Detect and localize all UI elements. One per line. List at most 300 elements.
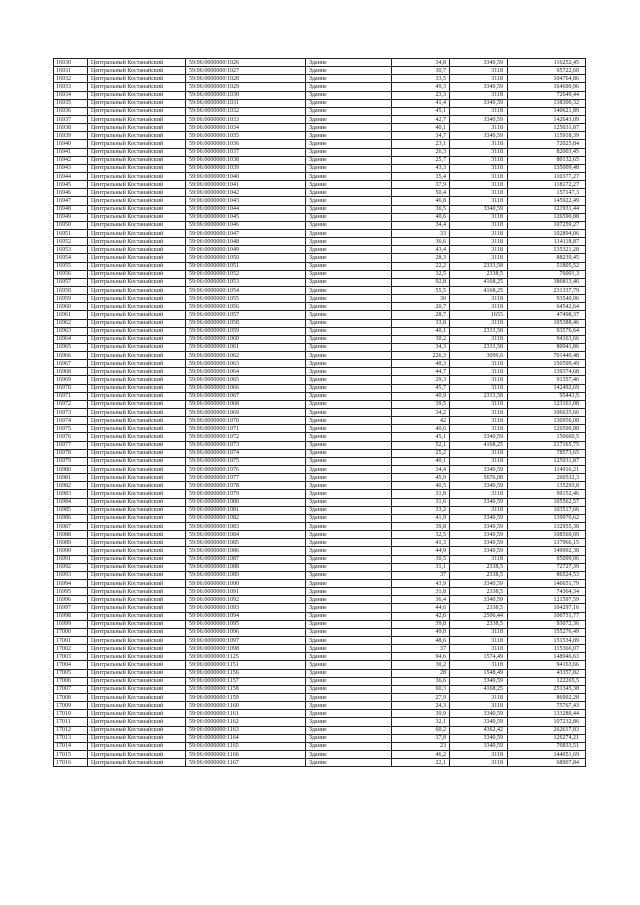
area-cell: 34,3 [392,343,450,351]
row-number-cell: 16968 [54,368,88,376]
district-cell: Центральный Костанайский [88,588,186,596]
area-cell: 40,6 [392,213,450,221]
row-number-cell: 16988 [54,531,88,539]
cadastral-value-cell: 95099,06 [508,555,586,563]
table-row [54,213,586,221]
cadastral-number-cell: 59:06:0000000:1047 [186,229,306,237]
object-type-cell: Здание [306,303,392,311]
area-cell: 20,7 [392,303,450,311]
district-cell: Центральный Костанайский [88,628,186,636]
table-row [54,645,586,653]
table-row [54,400,586,408]
object-type-cell: Здание [306,172,392,180]
district-cell: Центральный Костанайский [88,466,186,474]
district-cell: Центральный Костанайский [88,539,186,547]
cadastral-number-cell: 59:06:0000000:1077 [186,474,306,482]
table-row [54,693,586,701]
district-cell: Центральный Костанайский [88,319,186,327]
row-number-cell: 16970 [54,384,88,392]
rate-cell: 3340,59 [450,580,508,588]
cadastral-value-cell: 125031,87 [508,457,586,465]
district-cell: Центральный Костанайский [88,124,186,132]
district-cell: Центральный Костанайский [88,702,186,710]
area-cell: 60,2 [392,726,450,734]
rate-cell: 4168,25 [450,286,508,294]
table-row [54,506,586,514]
district-cell: Центральный Костанайский [88,67,186,75]
district-cell: Центральный Костанайский [88,580,186,588]
district-cell: Центральный Костанайский [88,327,186,335]
object-type-cell: Здание [306,580,392,588]
district-cell: Центральный Костанайский [88,140,186,148]
cadastral-number-cell: 59:06:0000000:1057 [186,311,306,319]
object-type-cell: Здание [306,596,392,604]
row-number-cell: 16965 [54,343,88,351]
table-row [54,514,586,522]
cadastral-value-cell: 251345,38 [508,685,586,693]
area-cell: 34,4 [392,221,450,229]
cadastral-number-cell: 59:06:0000000:1053 [186,278,306,286]
cadastral-number-cell: 59:06:0000000:1079 [186,490,306,498]
area-cell: 37 [392,571,450,579]
district-cell: Центральный Костанайский [88,425,186,433]
area-cell: 60,3 [392,685,450,693]
area-cell: 30,7 [392,67,450,75]
table-row [54,246,586,254]
cadastral-number-cell: 59:06:0000000:1072 [186,433,306,441]
cadastral-value-cell: 157147,3 [508,189,586,197]
table-row [54,742,586,750]
cadastral-value-cell: 64542,64 [508,303,586,311]
object-type-cell: Здание [306,360,392,368]
rate-cell: 3340,59 [450,718,508,726]
district-cell: Центральный Костанайский [88,181,186,189]
district-cell: Центральный Костанайский [88,295,186,303]
area-cell: 32,5 [392,531,450,539]
area-cell: 22,2 [392,262,450,270]
rate-cell: 3118 [450,189,508,197]
table-row [54,376,586,384]
cadastral-number-cell: 59:06:0000000:1098 [186,645,306,653]
rate-cell: 3118 [450,181,508,189]
object-type-cell: Здание [306,571,392,579]
table-row [54,612,586,620]
cadastral-value-cell: 122265,5 [508,677,586,685]
table-row [54,295,586,303]
rate-cell: 3118 [450,449,508,457]
object-type-cell: Здание [306,156,392,164]
table-row [54,75,586,83]
row-number-cell: 17005 [54,669,88,677]
area-cell: 33 [392,229,450,237]
row-number-cell: 17016 [54,759,88,767]
row-number-cell: 16991 [54,555,88,563]
district-cell: Центральный Костанайский [88,352,186,360]
rate-cell: 3118 [450,457,508,465]
object-type-cell: Здание [306,376,392,384]
cadastral-number-cell: 59:06:0000000:1028 [186,75,306,83]
cadastral-number-cell: 59:06:0000000:1063 [186,360,306,368]
cadastral-number-cell: 59:06:0000000:1158 [186,685,306,693]
area-cell: 37 [392,645,450,653]
cadastral-number-cell: 59:06:0000000:1161 [186,710,306,718]
rate-cell: 2333,58 [450,392,508,400]
area-cell: 25,7 [392,156,450,164]
district-cell: Центральный Костанайский [88,457,186,465]
district-cell: Центральный Костанайский [88,59,186,67]
area-cell: 34,8 [392,59,450,67]
table-row [54,677,586,685]
rate-cell: 3118 [450,400,508,408]
table-row [54,620,586,628]
district-cell: Центральный Костанайский [88,335,186,343]
cadastral-value-cell: 137966,15 [508,539,586,547]
cadastral-number-cell: 59:06:0000000:1093 [186,604,306,612]
cadastral-value-cell: 262617,83 [508,726,586,734]
rate-cell: 3118 [450,628,508,636]
cadastral-value-cell: 99152,46 [508,490,586,498]
object-type-cell: Здание [306,400,392,408]
row-number-cell: 16980 [54,466,88,474]
cadastral-number-cell: 59:06:0000000:1037 [186,148,306,156]
object-type-cell: Здание [306,246,392,254]
object-type-cell: Здание [306,702,392,710]
cadastral-value-cell: 386813,46 [508,278,586,286]
cadastral-number-cell: 59:06:0000000:1160 [186,702,306,710]
object-type-cell: Здание [306,555,392,563]
row-number-cell: 16934 [54,91,88,99]
area-cell: 44,9 [392,547,450,555]
rate-cell: 3118 [450,384,508,392]
area-cell: 36,5 [392,205,450,213]
district-cell: Центральный Костанайский [88,677,186,685]
row-number-cell: 16979 [54,457,88,465]
cadastral-number-cell: 59:06:0000000:1080 [186,498,306,506]
area-cell: 40,6 [392,425,450,433]
row-number-cell: 16943 [54,164,88,172]
district-cell: Центральный Костанайский [88,718,186,726]
district-cell: Центральный Костанайский [88,156,186,164]
rate-cell: 3340,59 [450,531,508,539]
cadastral-value-cell: 126590,88 [508,213,586,221]
cadastral-number-cell: 59:06:0000000:1041 [186,181,306,189]
object-type-cell: Здание [306,547,392,555]
area-cell: 40,1 [392,124,450,132]
row-number-cell: 16976 [54,433,88,441]
cadastral-number-cell: 59:06:0000000:1046 [186,221,306,229]
cadastral-value-cell: 93576,64 [508,327,586,335]
area-cell: 45,1 [392,433,450,441]
table-row [54,352,586,360]
row-number-cell: 17008 [54,693,88,701]
cadastral-value-cell: 126274,21 [508,734,586,742]
object-type-cell: Здание [306,466,392,474]
cadastral-number-cell: 59:06:0000000:1044 [186,205,306,213]
cadastral-value-cell: 76001,3 [508,270,586,278]
area-cell: 39,8 [392,620,450,628]
area-cell: 43,9 [392,580,450,588]
row-number-cell: 16937 [54,115,88,123]
rate-cell: 3340,59 [450,205,508,213]
rate-cell: 3340,59 [450,734,508,742]
table-row [54,588,586,596]
area-cell: 42,7 [392,115,450,123]
object-type-cell: Здание [306,441,392,449]
rate-cell: 3340,59 [450,99,508,107]
cadastral-number-cell: 59:06:0000000:1043 [186,197,306,205]
table-row [54,360,586,368]
area-cell: 42,6 [392,612,450,620]
rate-cell: 3118 [450,417,508,425]
area-cell: 23,1 [392,140,450,148]
cadastral-number-cell: 59:06:0000000:1073 [186,441,306,449]
table-row [54,685,586,693]
table-row [54,563,586,571]
cadastral-number-cell: 59:06:0000000:1038 [186,156,306,164]
table-row [54,278,586,286]
cadastral-value-cell: 149992,38 [508,547,586,555]
rate-cell: 3118 [450,335,508,343]
cadastral-number-cell: 59:06:0000000:1091 [186,588,306,596]
rate-cell: 4168,25 [450,685,508,693]
table-row [54,596,586,604]
cadastral-value-cell: 51805,52 [508,262,586,270]
rate-cell: 3118 [450,197,508,205]
table-row [54,91,586,99]
district-cell: Центральный Костанайский [88,474,186,482]
rate-cell: 1574,49 [450,653,508,661]
area-cell: 40,5 [392,482,450,490]
district-cell: Центральный Костанайский [88,99,186,107]
district-cell: Центральный Костанайский [88,604,186,612]
cadastral-value-cell: 114118,87 [508,238,586,246]
cadastral-value-cell: 135009,48 [508,164,586,172]
rate-cell: 2333,58 [450,327,508,335]
cadastral-number-cell: 59:06:0000000:1050 [186,254,306,262]
area-cell: 23,3 [392,91,450,99]
area-cell: 32,5 [392,270,450,278]
district-cell: Центральный Костанайский [88,115,186,123]
rate-cell: 2333,58 [450,343,508,351]
cadastral-number-cell: 59:06:0000000:1094 [186,612,306,620]
area-cell: 22,1 [392,759,450,767]
row-number-cell: 16969 [54,376,88,384]
area-cell: 31,1 [392,563,450,571]
rate-cell: 3118 [450,360,508,368]
table-row [54,710,586,718]
table-row [54,197,586,205]
area-cell: 41,3 [392,539,450,547]
area-cell: 37,8 [392,734,450,742]
area-cell: 50,4 [392,189,450,197]
object-type-cell: Здание [306,181,392,189]
area-cell: 92,8 [392,278,450,286]
rate-cell: 3118 [450,368,508,376]
area-cell: 45,9 [392,474,450,482]
district-cell: Центральный Костанайский [88,636,186,644]
cadastral-value-cell: 80132,65 [508,156,586,164]
table-row [54,229,586,237]
cadastral-number-cell: 59:06:0000000:1051 [186,262,306,270]
district-cell: Центральный Костанайский [88,563,186,571]
district-cell: Центральный Костанайский [88,645,186,653]
rate-cell: 3118 [450,636,508,644]
object-type-cell: Здание [306,433,392,441]
district-cell: Центральный Костанайский [88,555,186,563]
rate-cell: 3340,59 [450,115,508,123]
cadastral-value-cell: 125031,87 [508,124,586,132]
row-number-cell: 17001 [54,636,88,644]
object-type-cell: Здание [306,335,392,343]
table-row [54,205,586,213]
district-cell: Центральный Костанайский [88,262,186,270]
object-type-cell: Здание [306,409,392,417]
row-number-cell: 16967 [54,360,88,368]
cadastral-number-cell: 59:06:0000000:1088 [186,563,306,571]
district-cell: Центральный Костанайский [88,547,186,555]
cadastral-value-cell: 82003,45 [508,148,586,156]
row-number-cell: 16978 [54,449,88,457]
cadastral-number-cell: 59:06:0000000:1095 [186,620,306,628]
area-cell: 30,2 [392,335,450,343]
cadastral-number-cell: 59:06:0000000:1042 [186,189,306,197]
rate-cell: 3118 [450,661,508,669]
table-row [54,343,586,351]
area-cell: 32,1 [392,718,450,726]
cadastral-value-cell: 106731,77 [508,612,586,620]
object-type-cell: Здание [306,384,392,392]
rate-cell: 3340,59 [450,482,508,490]
area-cell: 41,9 [392,514,450,522]
rate-cell: 3340,59 [450,710,508,718]
rate-cell: 3118 [450,246,508,254]
district-cell: Центральный Костанайский [88,726,186,734]
object-type-cell: Здание [306,514,392,522]
row-number-cell: 16999 [54,620,88,628]
district-cell: Центральный Костанайский [88,384,186,392]
cadastral-value-cell: 93072,36 [508,620,586,628]
rate-cell: 2338,5 [450,604,508,612]
object-type-cell: Здание [306,238,392,246]
district-cell: Центральный Костанайский [88,710,186,718]
cadastral-value-cell: 150599,49 [508,360,586,368]
district-cell: Центральный Костанайский [88,238,186,246]
row-number-cell: 16987 [54,523,88,531]
table-row [54,433,586,441]
area-cell: 40,1 [392,457,450,465]
cadastral-number-cell: 59:06:0000000:1035 [186,132,306,140]
row-number-cell: 16951 [54,229,88,237]
table-row [54,270,586,278]
cadastral-value-cell: 135321,28 [508,246,586,254]
cadastral-value-cell: 116252,45 [508,59,586,67]
table-row [54,734,586,742]
table-row [54,571,586,579]
rate-cell: 4168,25 [450,278,508,286]
cadastral-number-cell: 59:06:0000000:1030 [186,91,306,99]
rate-cell: 3118 [450,124,508,132]
rate-cell: 3340,59 [450,523,508,531]
table-row [54,482,586,490]
table-row [54,490,586,498]
rate-cell: 3118 [450,172,508,180]
table-row [54,409,586,417]
row-number-cell: 16977 [54,441,88,449]
table-row [54,718,586,726]
rate-cell: 2338,5 [450,571,508,579]
table-row [54,417,586,425]
cadastral-value-cell: 72649,44 [508,91,586,99]
cadastral-value-cell: 123161,08 [508,400,586,408]
cadastral-value-cell: 164690,96 [508,83,586,91]
district-cell: Центральный Костанайский [88,653,186,661]
rate-cell: 3340,59 [450,547,508,555]
cadastral-value-cell: 139970,62 [508,514,586,522]
cadastral-number-cell: 59:06:0000000:1071 [186,425,306,433]
row-number-cell: 16997 [54,604,88,612]
row-number-cell: 16955 [54,262,88,270]
object-type-cell: Здание [306,685,392,693]
object-type-cell: Здание [306,718,392,726]
object-type-cell: Здание [306,319,392,327]
object-type-cell: Здание [306,343,392,351]
table-row [54,262,586,270]
row-number-cell: 16957 [54,278,88,286]
rate-cell: 3118 [450,156,508,164]
cadastral-value-cell: 104297,16 [508,604,586,612]
cadastral-number-cell: 59:06:0000000:1151 [186,661,306,669]
district-cell: Центральный Костанайский [88,531,186,539]
cadastral-value-cell: 47498,37 [508,311,586,319]
area-cell: 24,3 [392,702,450,710]
table-row [54,115,586,123]
cadastral-number-cell: 59:06:0000000:1085 [186,539,306,547]
cadastral-number-cell: 59:06:0000000:1089 [186,571,306,579]
cadastral-number-cell: 59:06:0000000:1096 [186,628,306,636]
object-type-cell: Здание [306,115,392,123]
row-number-cell: 17004 [54,661,88,669]
rate-cell: 3340,59 [450,83,508,91]
row-number-cell: 17015 [54,750,88,758]
cadastral-number-cell: 59:06:0000000:1048 [186,238,306,246]
district-cell: Центральный Костанайский [88,669,186,677]
object-type-cell: Здание [306,669,392,677]
table-row [54,539,586,547]
row-number-cell: 16941 [54,148,88,156]
object-type-cell: Здание [306,327,392,335]
rate-cell: 3118 [450,140,508,148]
row-number-cell: 17011 [54,718,88,726]
rate-cell: 3340,59 [450,539,508,547]
table-row [54,59,586,67]
rate-cell: 3118 [450,221,508,229]
district-cell: Центральный Костанайский [88,311,186,319]
area-cell: 94,6 [392,653,450,661]
cadastral-number-cell: 59:06:0000000:1162 [186,718,306,726]
row-number-cell: 16960 [54,303,88,311]
row-number-cell: 16962 [54,319,88,327]
object-type-cell: Здание [306,661,392,669]
area-cell: 27,9 [392,693,450,701]
cadastral-value-cell: 110377,27 [508,172,586,180]
table-row [54,286,586,294]
cadastral-value-cell: 231337,79 [508,286,586,294]
object-type-cell: Здание [306,392,392,400]
cadastral-value-cell: 133289,44 [508,710,586,718]
district-cell: Центральный Костанайский [88,376,186,384]
district-cell: Центральный Костанайский [88,132,186,140]
cadastral-number-cell: 59:06:0000000:1164 [186,734,306,742]
